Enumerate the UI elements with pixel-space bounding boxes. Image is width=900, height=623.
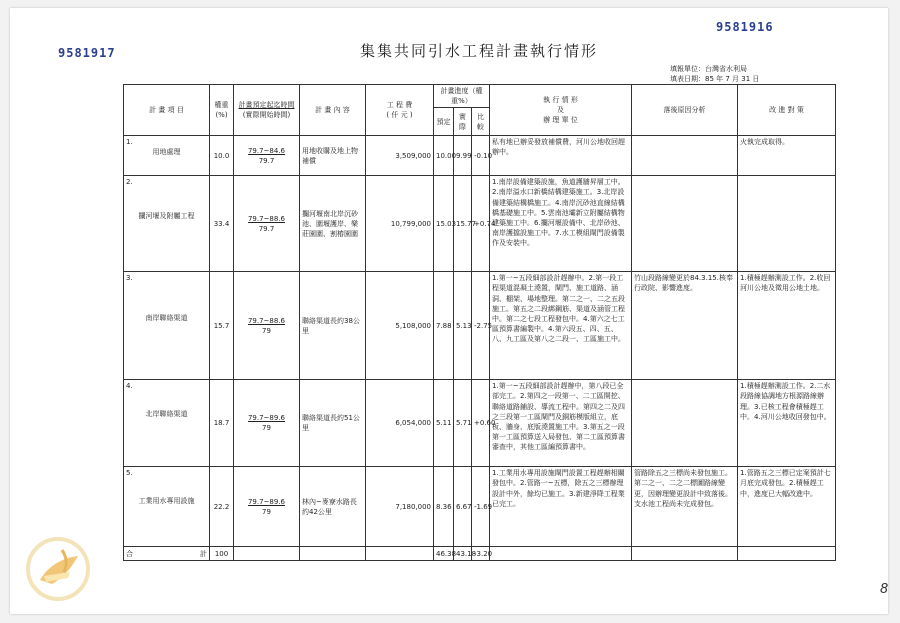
table-row bbox=[124, 380, 836, 467]
total-empty-period bbox=[234, 547, 300, 561]
row-number: 5. bbox=[126, 469, 133, 478]
page-number: 8 bbox=[880, 582, 889, 597]
table-row bbox=[124, 467, 836, 547]
table-row bbox=[124, 176, 836, 272]
total-label-cell bbox=[124, 547, 210, 561]
row-cost: 3,509,000 bbox=[366, 136, 434, 176]
header-period-line1: 計畫預定起迄時間 bbox=[238, 101, 295, 109]
table-row bbox=[124, 136, 836, 176]
header-weight-line2: (%) bbox=[215, 111, 228, 120]
total-empty-analysis bbox=[632, 547, 738, 561]
row-start: 79 bbox=[262, 326, 271, 335]
row-diff: +0.60 bbox=[472, 380, 490, 467]
row-analysis bbox=[632, 176, 738, 272]
header-weight-line1: 權重 bbox=[214, 101, 229, 109]
header-content: 計 畫 內 容 bbox=[300, 85, 366, 136]
row-execution: 1.南岸設備建築設施，魚道護牆昇層工中。2.南岸溢水口新橋結構建築施工。3.北岸設備建築結構橋施工。4.南岸沉砂池直線結構橋基礎施工中。5.雲南池壩新立附屬結構物建築施工中。6.攔河堰設備中、北岸砂池、南岸護擋設施工中。7.水工模組閘門設備製作及安裝中。 bbox=[490, 176, 632, 272]
row-diff: +0.74 bbox=[472, 176, 490, 272]
row-cost: 6,054,000 bbox=[366, 380, 434, 467]
row-planned: 7.88 bbox=[434, 272, 454, 380]
header-progress: 計畫進度（權重%） bbox=[434, 85, 490, 108]
total-empty-content bbox=[300, 547, 366, 561]
total-empty-exec bbox=[490, 547, 632, 561]
header-weight bbox=[210, 85, 234, 136]
report-date: 填表日期：85 年 7 月 31 日 bbox=[670, 75, 760, 83]
header-exec-line3: 辦 理 單 位 bbox=[543, 116, 578, 125]
row-name: 北岸聯絡渠道 bbox=[145, 410, 188, 419]
row-period-cell bbox=[234, 380, 300, 467]
total-weight: 100 bbox=[210, 547, 234, 561]
library-logo-icon bbox=[22, 536, 94, 606]
header-exec-line1: 執 行 情 形 bbox=[543, 95, 578, 104]
row-weight: 33.4 bbox=[210, 176, 234, 272]
row-execution: 私有地已辦妥發放補償費，河川公地收回趕辦中。 bbox=[490, 136, 632, 176]
row-planned: 10.00 bbox=[434, 136, 454, 176]
row-name-cell bbox=[124, 380, 210, 467]
row-period-cell bbox=[234, 176, 300, 272]
row-measures: 1.積極趕辦測設工作。2.收回河川公地及徵用公地土地。 bbox=[738, 272, 836, 380]
header-analysis: 落後原因分析 bbox=[632, 85, 738, 136]
page-title: 集集共同引水工程計畫執行情形 bbox=[360, 42, 599, 60]
row-actual: 5.71 bbox=[454, 380, 472, 467]
row-number: 1. bbox=[126, 138, 133, 147]
row-execution: 1.第一~五段細部設計趕辦中，第八段已全部完工。2.第四之一段第一、二工區開挖、聯絡道路鋪設、導流工程中。第四之二及四之三段第一工區閘門及銅筋模版組立，底板、牆身、底版澆置施工中。3.第五之一段第一工區預算送入局發包、第二工區預算書審查中，其他工區編預算書中。 bbox=[490, 380, 632, 467]
row-period-cell bbox=[234, 467, 300, 547]
row-name-cell bbox=[124, 136, 210, 176]
document-number-left: 9581917 bbox=[58, 46, 116, 60]
row-number: 2. bbox=[126, 178, 133, 187]
row-number: 3. bbox=[126, 274, 133, 283]
row-execution: 1.第一~五段細部設計趕辦中。2.第一段工程渠道混凝土澆置，閘門、施工道路、涵洞、棚架、場地整理。第二之一、二之五段施工。第五之二段綁鋼筋、渠道及涵管工程中。第二之七段工程發包中。4.第六之七工區預算書編製中。4.第六段五、四、五、八、九工區及第八之二段一、工區施工中。 bbox=[490, 272, 632, 380]
row-planned: 8.36 bbox=[434, 467, 454, 547]
header-period bbox=[234, 85, 300, 136]
row-execution: 1.工業用水專用設施閘門設置工程趕辦相關發包中。2.管路一~五標，除五之三標辦理設計中外，餘均已施工。3.新建淨降工程業已完工。 bbox=[490, 467, 632, 547]
row-measures: 火執完成取得。 bbox=[738, 136, 836, 176]
row-diff: -0.10 bbox=[472, 136, 490, 176]
row-analysis bbox=[632, 136, 738, 176]
total-diff: -3.20 bbox=[472, 547, 490, 561]
row-analysis bbox=[632, 380, 738, 467]
header-measures: 改 進 對 策 bbox=[738, 85, 836, 136]
header-cost-line1: 工 程 費 bbox=[386, 101, 413, 109]
row-actual: 6.67 bbox=[454, 467, 472, 547]
total-empty-measures bbox=[738, 547, 836, 561]
row-content: 攔河堰南北岸沉砂池、圍堰護岸、樂莊園圍、割樁園圍 bbox=[300, 176, 366, 272]
row-actual: 15.77 bbox=[454, 176, 472, 272]
row-planned: 5.11 bbox=[434, 380, 454, 467]
row-content: 聯絡渠道長約38公里 bbox=[300, 272, 366, 380]
header-cost-line2: ( 仟 元 ) bbox=[386, 111, 413, 120]
row-period: 79.7~84.6 bbox=[247, 146, 286, 155]
execution-table bbox=[123, 84, 836, 561]
row-period: 79.7~88.6 bbox=[247, 316, 286, 325]
row-cost: 10,799,000 bbox=[366, 176, 434, 272]
row-name-cell bbox=[124, 467, 210, 547]
document-page bbox=[10, 8, 888, 614]
row-analysis: 竹山段路線變更於84.3.15.核奉行政院、影響進度。 bbox=[632, 272, 738, 380]
header-period-line2: (實際開始時間) bbox=[242, 111, 291, 120]
header-execution bbox=[490, 85, 632, 136]
row-planned: 15.03 bbox=[434, 176, 454, 272]
row-actual: 5.13 bbox=[454, 272, 472, 380]
row-content: 聯絡渠道長約51公里 bbox=[300, 380, 366, 467]
document-number-right: 9581916 bbox=[716, 20, 774, 34]
row-name-cell bbox=[124, 272, 210, 380]
header-plan-item: 計 畫 項 目 bbox=[124, 85, 210, 136]
row-measures bbox=[738, 176, 836, 272]
reporting-unit: 填報單位：台灣省水利局 bbox=[670, 65, 747, 73]
total-row bbox=[124, 547, 836, 561]
row-start: 79.7 bbox=[258, 156, 275, 165]
header-planned: 預定 bbox=[434, 108, 454, 136]
total-label-2: 計 bbox=[200, 549, 207, 558]
row-start: 79 bbox=[262, 424, 271, 433]
row-weight: 15.7 bbox=[210, 272, 234, 380]
row-content: 林內~麥寮水路長約42公里 bbox=[300, 467, 366, 547]
total-planned: 46.38 bbox=[434, 547, 454, 561]
row-period-cell bbox=[234, 136, 300, 176]
row-period: 79.7~88.6 bbox=[247, 214, 286, 223]
row-name: 南岸聯絡渠道 bbox=[145, 314, 188, 323]
table-row bbox=[124, 272, 836, 380]
row-name-cell bbox=[124, 176, 210, 272]
row-start: 79 bbox=[262, 507, 271, 516]
header-cost bbox=[366, 85, 434, 136]
row-weight: 10.0 bbox=[210, 136, 234, 176]
row-actual: 9.99 bbox=[454, 136, 472, 176]
row-weight: 22.2 bbox=[210, 467, 234, 547]
row-period: 79.7~89.6 bbox=[247, 414, 286, 423]
total-label-1: 合 bbox=[126, 549, 133, 558]
row-number: 4. bbox=[126, 382, 133, 391]
total-actual: 43.18 bbox=[454, 547, 472, 561]
row-cost: 5,108,000 bbox=[366, 272, 434, 380]
row-diff: -2.75 bbox=[472, 272, 490, 380]
header-actual: 實際 bbox=[454, 108, 472, 136]
row-period-cell bbox=[234, 272, 300, 380]
header-compare: 比較 bbox=[472, 108, 490, 136]
row-name: 用地處理 bbox=[152, 148, 181, 157]
row-measures: 1.積極趕辦測設工作。2.二水段路線協調地方根源路線辦理。3.已核工程會積極趕工中。4.河川公地收回發包中。 bbox=[738, 380, 836, 467]
row-name: 工業用水專用設施 bbox=[138, 497, 195, 506]
total-empty-cost bbox=[366, 547, 434, 561]
header-exec-line2: 及 bbox=[557, 106, 565, 115]
row-diff: -1.69 bbox=[472, 467, 490, 547]
row-start: 79.7 bbox=[258, 224, 275, 233]
row-cost: 7,180,000 bbox=[366, 467, 434, 547]
row-name: 攔河堰及附屬工程 bbox=[138, 212, 195, 221]
row-measures: 1.管路五之三標已定案預計七月底完成發包。2.積極趕工中，進度已大幅改進中。 bbox=[738, 467, 836, 547]
row-analysis: 管路除五之三標尚未發包施工。第二之一、二之二標圖路線變更，因辦理變更設計中致落後。支水池工程尚未完成發包。 bbox=[632, 467, 738, 547]
row-content: 用地收購及地上物補償 bbox=[300, 136, 366, 176]
row-weight: 18.7 bbox=[210, 380, 234, 467]
row-period: 79.7~89.6 bbox=[247, 497, 286, 506]
